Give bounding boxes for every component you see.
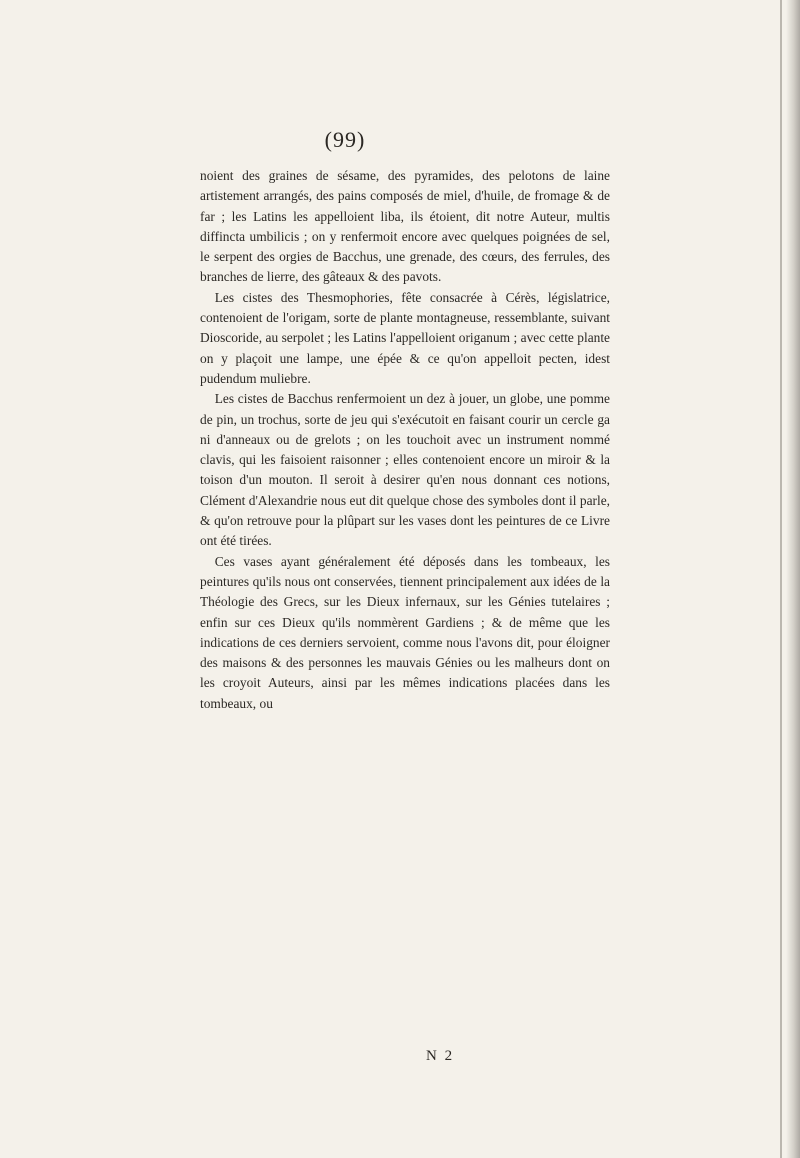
paragraph-2: Les cistes des Thesmophories, fête consacrée à Cérès, législatrice, contenoient de l'origam, sorte de plante montagneuse, ressemblante, suivant Dioscoride, au serpolet ; les Latins l'appelloient origanum ; avec cette plante on y plaçoit une lampe, une épée & ce qu'on appelloit pecten, idest pudendum muliebre. — [200, 289, 610, 386]
body-text — [200, 166, 610, 714]
binding-shadow — [786, 0, 800, 1158]
paragraph-4: Ces vases ayant généralement été déposés dans les tombeaux, les peintures qu'ils nous ont conservées, tiennent principalement aux idées de la Théologie des Grecs, sur les Dieux infernaux, sur les Génies tutelaires ; enfin sur ces Dieux qu'ils nommèrent Gardiens ; & de même que les indications de ces derniers servoient, comme nous l'avons dit, pour éloigner des maisons & des personnes les mauvais Génies ou les malheurs dont on les croyoit Auteurs, ainsi par les mêmes indications placées dans les tombeaux, ou — [200, 553, 610, 711]
binding-edge-line — [780, 0, 782, 1158]
signature-mark: N 2 — [426, 1048, 455, 1064]
page-number: (99) — [324, 127, 366, 152]
paragraph-1: noient des graines de sésame, des pyramides, des pelotons de laine artistement arrangés, des pains composés de miel, d'huile, de fromage & de far ; les Latins les appelloient liba, ils étoient, dit notre Auteur, multis diffincta umbilicis ; on y renfermoit encore avec quelques poignées de sel, le serpent des orgies de Bacchus, une grenade, des cœurs, des ferrules, des branches de lierre, des gâteaux & des pavots. — [200, 168, 610, 285]
paragraph-3: Les cistes de Bacchus renfermoient un dez à jouer, un globe, une pomme de pin, un trochus, sorte de jeu qui s'exécutoit en faisant courir un cercle ga ni d'anneaux ou de grelots ; on les touchoit avec un instrument nommé clavis, qui les faisoient raisonner ; elles contenoient encore un miroir & la toison d'un mouton. Il seroit à desirer qu'en nous donnant ces notions, Clément d'Alexandrie nous eut dit quelque chose des symboles dont il parle, & qu'on retrouve pour la plûpart sur les vases dont les peintures de ce Livre ont été tirées. — [200, 391, 610, 549]
